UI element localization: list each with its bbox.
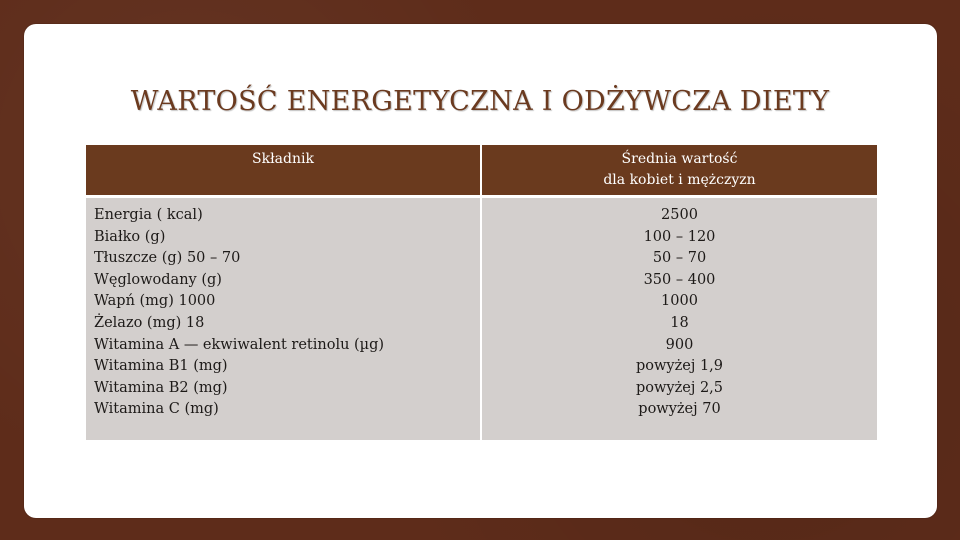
value-item: 350 – 400 [643,271,716,288]
value-item: 2500 [661,207,698,223]
ingredient-item: Witamina C (mg) [94,401,219,418]
ingredient-item: Żelazo (mg) 18 [94,314,205,331]
value-item: powyżej 2,5 [636,379,723,396]
value-list-cell [481,197,877,441]
ingredient-item: Energia ( kcal) [94,207,203,223]
table-body-row [86,197,877,441]
header-ingredient [86,145,481,197]
ingredient-item: Wapń (mg) 1000 [94,293,216,310]
header-average-value [481,145,877,197]
value-item: 18 [670,314,689,331]
header-average-value-line1: Średnia wartość [621,151,738,167]
value-item: powyżej 1,9 [636,358,723,375]
value-item: 100 – 120 [643,228,716,245]
value-item: 900 [665,336,694,353]
value-item: 50 – 70 [652,250,707,267]
ingredient-item: Witamina B1 (mg) [94,358,228,375]
slide-title: WARTOŚĆ ENERGETYCZNA I ODŻYWCZA DIETY [130,86,830,117]
table-header-row [86,145,877,197]
nutrition-table [86,145,877,440]
ingredient-list-cell [86,197,481,441]
header-average-value-line2: dla kobiet i mężczyzn [603,172,756,188]
ingredient-item: Witamina B2 (mg) [94,379,228,396]
ingredient-item: Tłuszcze (g) 50 – 70 [94,250,241,267]
ingredient-item: Węglowodany (g) [94,271,222,288]
ingredient-item: Witamina A — ekwiwalent retinolu (µg) [94,336,385,353]
header-ingredient-label: Składnik [252,151,314,167]
value-item: 1000 [661,293,698,310]
value-item: powyżej 70 [638,401,721,418]
ingredient-item: Białko (g) [94,228,166,245]
